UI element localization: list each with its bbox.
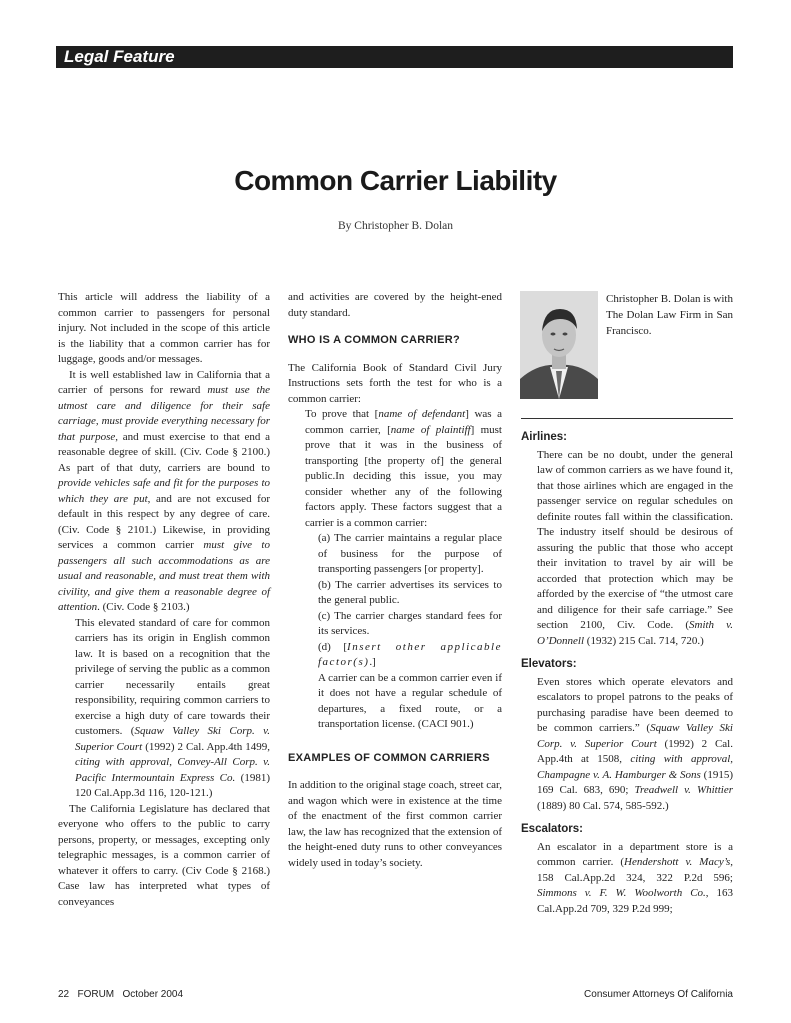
- block-quote: This elevated standard of care for common carriers has its origin in English common law. It is based on a recognition that the privilege of serving the public as a common carrier necessarily entails great responsibility, requiring common carriers to exercise a high duty of care towards their customers. (Squaw Valley Ski Corp. v. Superior Court (1992) 2 Cal. App.4th 1499, citing with approval, Convey-All Corp. v. Pacific Intermountain Express Co. (1981) 120 Cal.App.3d 116, 120-121.): [75, 616, 271, 799]
- airlines-paragraph: There can be no doubt, under the general law of common carriers as we have found it, that those airlines which are engaged in the passenger service on regular schedules on definite routes fall within the classification. The industry itself should be desirous of assuring the public that those who accept their invitation to travel by air will be accorded that protection which may be afforded by the exercise of “the utmost care and diligence for their safe carriage.” See section 2100, Civ. Code. (Smith v. O’Donnell (1932) 215 Cal. 714, 720.): [537, 448, 734, 647]
- author-bio: Christopher B. Dolan is with The Dolan Law Firm in San Francisco.: [606, 293, 733, 337]
- section-banner: [56, 46, 733, 68]
- elevators-paragraph: Even stores which operate elevators and escalators to propel patrons to the peaks of purchasing paradise have been deemed to be common carriers.” (Squaw Valley Ski Corp. v. Superior Court (1992) 2 Cal. App.4th at 1508, citing with approval, Champagne v. A. Hamburger & Sons (1915) 169 Cal. 683, 690; Treadwell v. Whittier (1889) 80 Cal. 574, 585-592.): [537, 675, 733, 812]
- article-byline: By Christopher B. Dolan: [338, 220, 453, 232]
- divider: [521, 418, 733, 419]
- legislature-paragraph: The California Legislature has declared that everyone who offers to the public to carry persons, property, or messages, excepting only telegraphic messages, is a common carrier of whatever it offers to carry. (Civ Code § 2168.) Case law has interpreted what types of conveyances: [58, 802, 270, 908]
- caci-note: A carrier can be a common carrier even if it does not have a regular schedule of departures, a fixed route, or a transportation license. (CACI 901.): [318, 671, 502, 730]
- heading-airlines: Airlines:: [521, 431, 568, 443]
- factor-d: (d) [Insert other applicable factor(s).]: [318, 640, 502, 668]
- intro-paragraph: This article will address the liability of a common carrier to passengers for personal injury. Not included in the scope of this article is the liability that a common carrier has for luggage, goods and/or messages.: [58, 291, 270, 365]
- article-title: Common Carrier Liability: [234, 165, 557, 196]
- heading-who-is-common-carrier: WHO IS A COMMON CARRIER?: [288, 334, 460, 346]
- column-1: [58, 290, 270, 910]
- section-label: Legal Feature: [64, 47, 175, 66]
- heading-examples: EXAMPLES OF COMMON CARRIERS: [288, 751, 490, 764]
- author-photo: [520, 291, 598, 399]
- column-3: [521, 430, 733, 917]
- factor-a: (a) The carrier maintains a regular place of business for the purpose of transporting passengers [or property].: [318, 532, 502, 575]
- heading-elevators: Elevators:: [521, 658, 577, 670]
- factor-b: (b) The carrier advertises its services to the general public.: [318, 578, 502, 606]
- jury-instructions-paragraph: The California Book of Standard Civil Jury Instructions sets forth the test for who is a common carrier:: [288, 361, 502, 405]
- standard-paragraph: It is well established law in California that a carrier of persons for reward must use the utmost care and diligence for their safe carriage, must provide everything necessary for that purpose, and must exercise to that end a reasonable degree of skill. (Civ. Code § 2100.) As part of that duty, carriers are bound to provide vehicles safe and fit for the purposes to which they are put, and are not excused for default in this respect by any degree of care. (Civ. Code § 2101.) Likewise, in providing services a common carrier must give to passengers all such accommodations as are usual and reasonable, and must treat them with civility, and give them a reasonable degree of attention. (Civ. Code § 2103.): [58, 368, 271, 613]
- continuation-paragraph: and activities are covered by the height-ened duty standard.: [288, 291, 502, 319]
- examples-paragraph: In addition to the original stage coach, street car, and wagon which were in existence at the time of the enactment of the first common carrier law, the law has recognized that the extension of the height-ened duty runs to other conveyances widely used in today’s society.: [288, 779, 502, 869]
- factor-c: (c) The carrier charges standard fees for its services.: [318, 609, 502, 637]
- footer-publisher: Consumer Attorneys Of California: [584, 989, 733, 1000]
- column-2: [288, 290, 502, 871]
- heading-escalators: Escalators:: [521, 823, 584, 835]
- footer-page-info: 22 FORUM October 2004: [58, 989, 184, 1000]
- escalators-paragraph: An escalator in a department store is a common carrier. (Hendershott v. Macy’s, 158 Cal.App.2d 324, 322 P.2d 596; Simmons v. F. W. Woolworth Co., 163 Cal.App.2d 709, 329 P.2d 999;: [537, 840, 734, 915]
- instruction-quote: To prove that [name of defendant] was a common carrier, [name of plaintiff] must prove that it was in the business of transporting [the property of] the general public.In deciding this issue, you may consider whether any of the following factors apply. These factors suggest that a carrier is a common carrier:: [305, 408, 503, 529]
